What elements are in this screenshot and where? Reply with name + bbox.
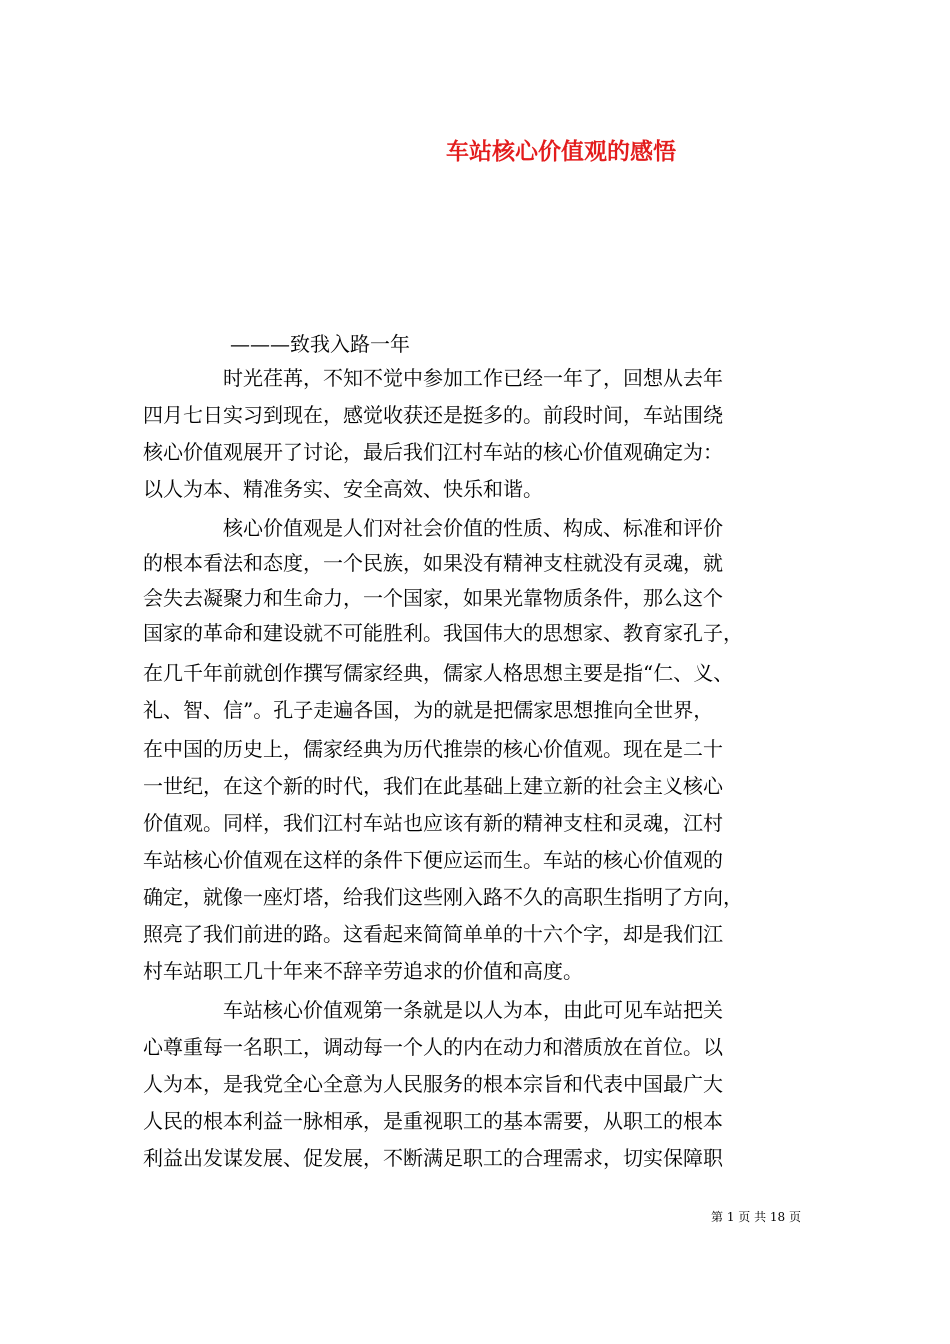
body-line: 在中国的历史上，儒家经典为历代推崇的核心价值观。现在是二十 — [143, 737, 723, 761]
body-line: 车站核心价值观第一条就是以人为本，由此可见车站把关 — [143, 998, 723, 1022]
body-line: 核心价值观展开了讨论，最后我们江村车站的核心价值观确定为： — [143, 440, 723, 464]
body-line: 确定，就像一座灯塔，给我们这些刚入路不久的高职生指明了方向， — [143, 885, 743, 909]
body-line: 时光荏苒，不知不觉中参加工作已经一年了，回想从去年 — [143, 366, 723, 390]
body-line: 价值观。同样，我们江村车站也应该有新的精神支柱和灵魂，江村 — [143, 811, 723, 835]
body-line: 会失去凝聚力和生命力，一个国家，如果光靠物质条件，那么这个 — [143, 586, 723, 610]
body-line: 人民的根本利益一脉相承，是重视职工的基本需要，从职工的根本 — [143, 1109, 723, 1133]
body-line: 人为本，是我党全心全意为人民服务的根本宗旨和代表中国最广大 — [143, 1072, 723, 1096]
body-line: 礼、智、信”。孔子走遍各国，为的就是把儒家思想推向全世界， — [143, 698, 714, 722]
document-subtitle: ———致我入路一年 — [230, 332, 410, 356]
body-line: 利益出发谋发展、促发展，不断满足职工的合理需求，切实保障职 — [143, 1146, 723, 1170]
page-number-footer: 第 1 页 共 18 页 — [711, 1210, 801, 1224]
body-line: 在几千年前就创作撰写儒家经典，儒家人格思想主要是指“仁、义、 — [143, 661, 734, 685]
body-line: 核心价值观是人们对社会价值的性质、构成、标准和评价 — [143, 516, 723, 540]
body-line: 车站核心价值观在这样的条件下便应运而生。车站的核心价值观的 — [143, 848, 723, 872]
body-line: 照亮了我们前进的路。这看起来简简单单的十六个字，却是我们江 — [143, 922, 723, 946]
document-title: 车站核心价值观的感悟 — [446, 138, 676, 165]
body-line: 村车站职工几十年来不辞辛劳追求的价值和高度。 — [143, 959, 583, 983]
body-line: 心尊重每一名职工，调动每一个人的内在动力和潜质放在首位。以 — [143, 1035, 723, 1059]
body-line: 国家的革命和建设就不可能胜利。我国伟大的思想家、教育家孔子， — [143, 621, 743, 645]
body-line: 四月七日实习到现在，感觉收获还是挺多的。前段时间，车站围绕 — [143, 403, 723, 427]
body-line: 以人为本、精准务实、安全高效、快乐和谐。 — [143, 477, 543, 501]
body-line: 一世纪，在这个新的时代，我们在此基础上建立新的社会主义核心 — [143, 774, 723, 798]
body-line: 的根本看法和态度，一个民族，如果没有精神支柱就没有灵魂，就 — [143, 551, 723, 575]
